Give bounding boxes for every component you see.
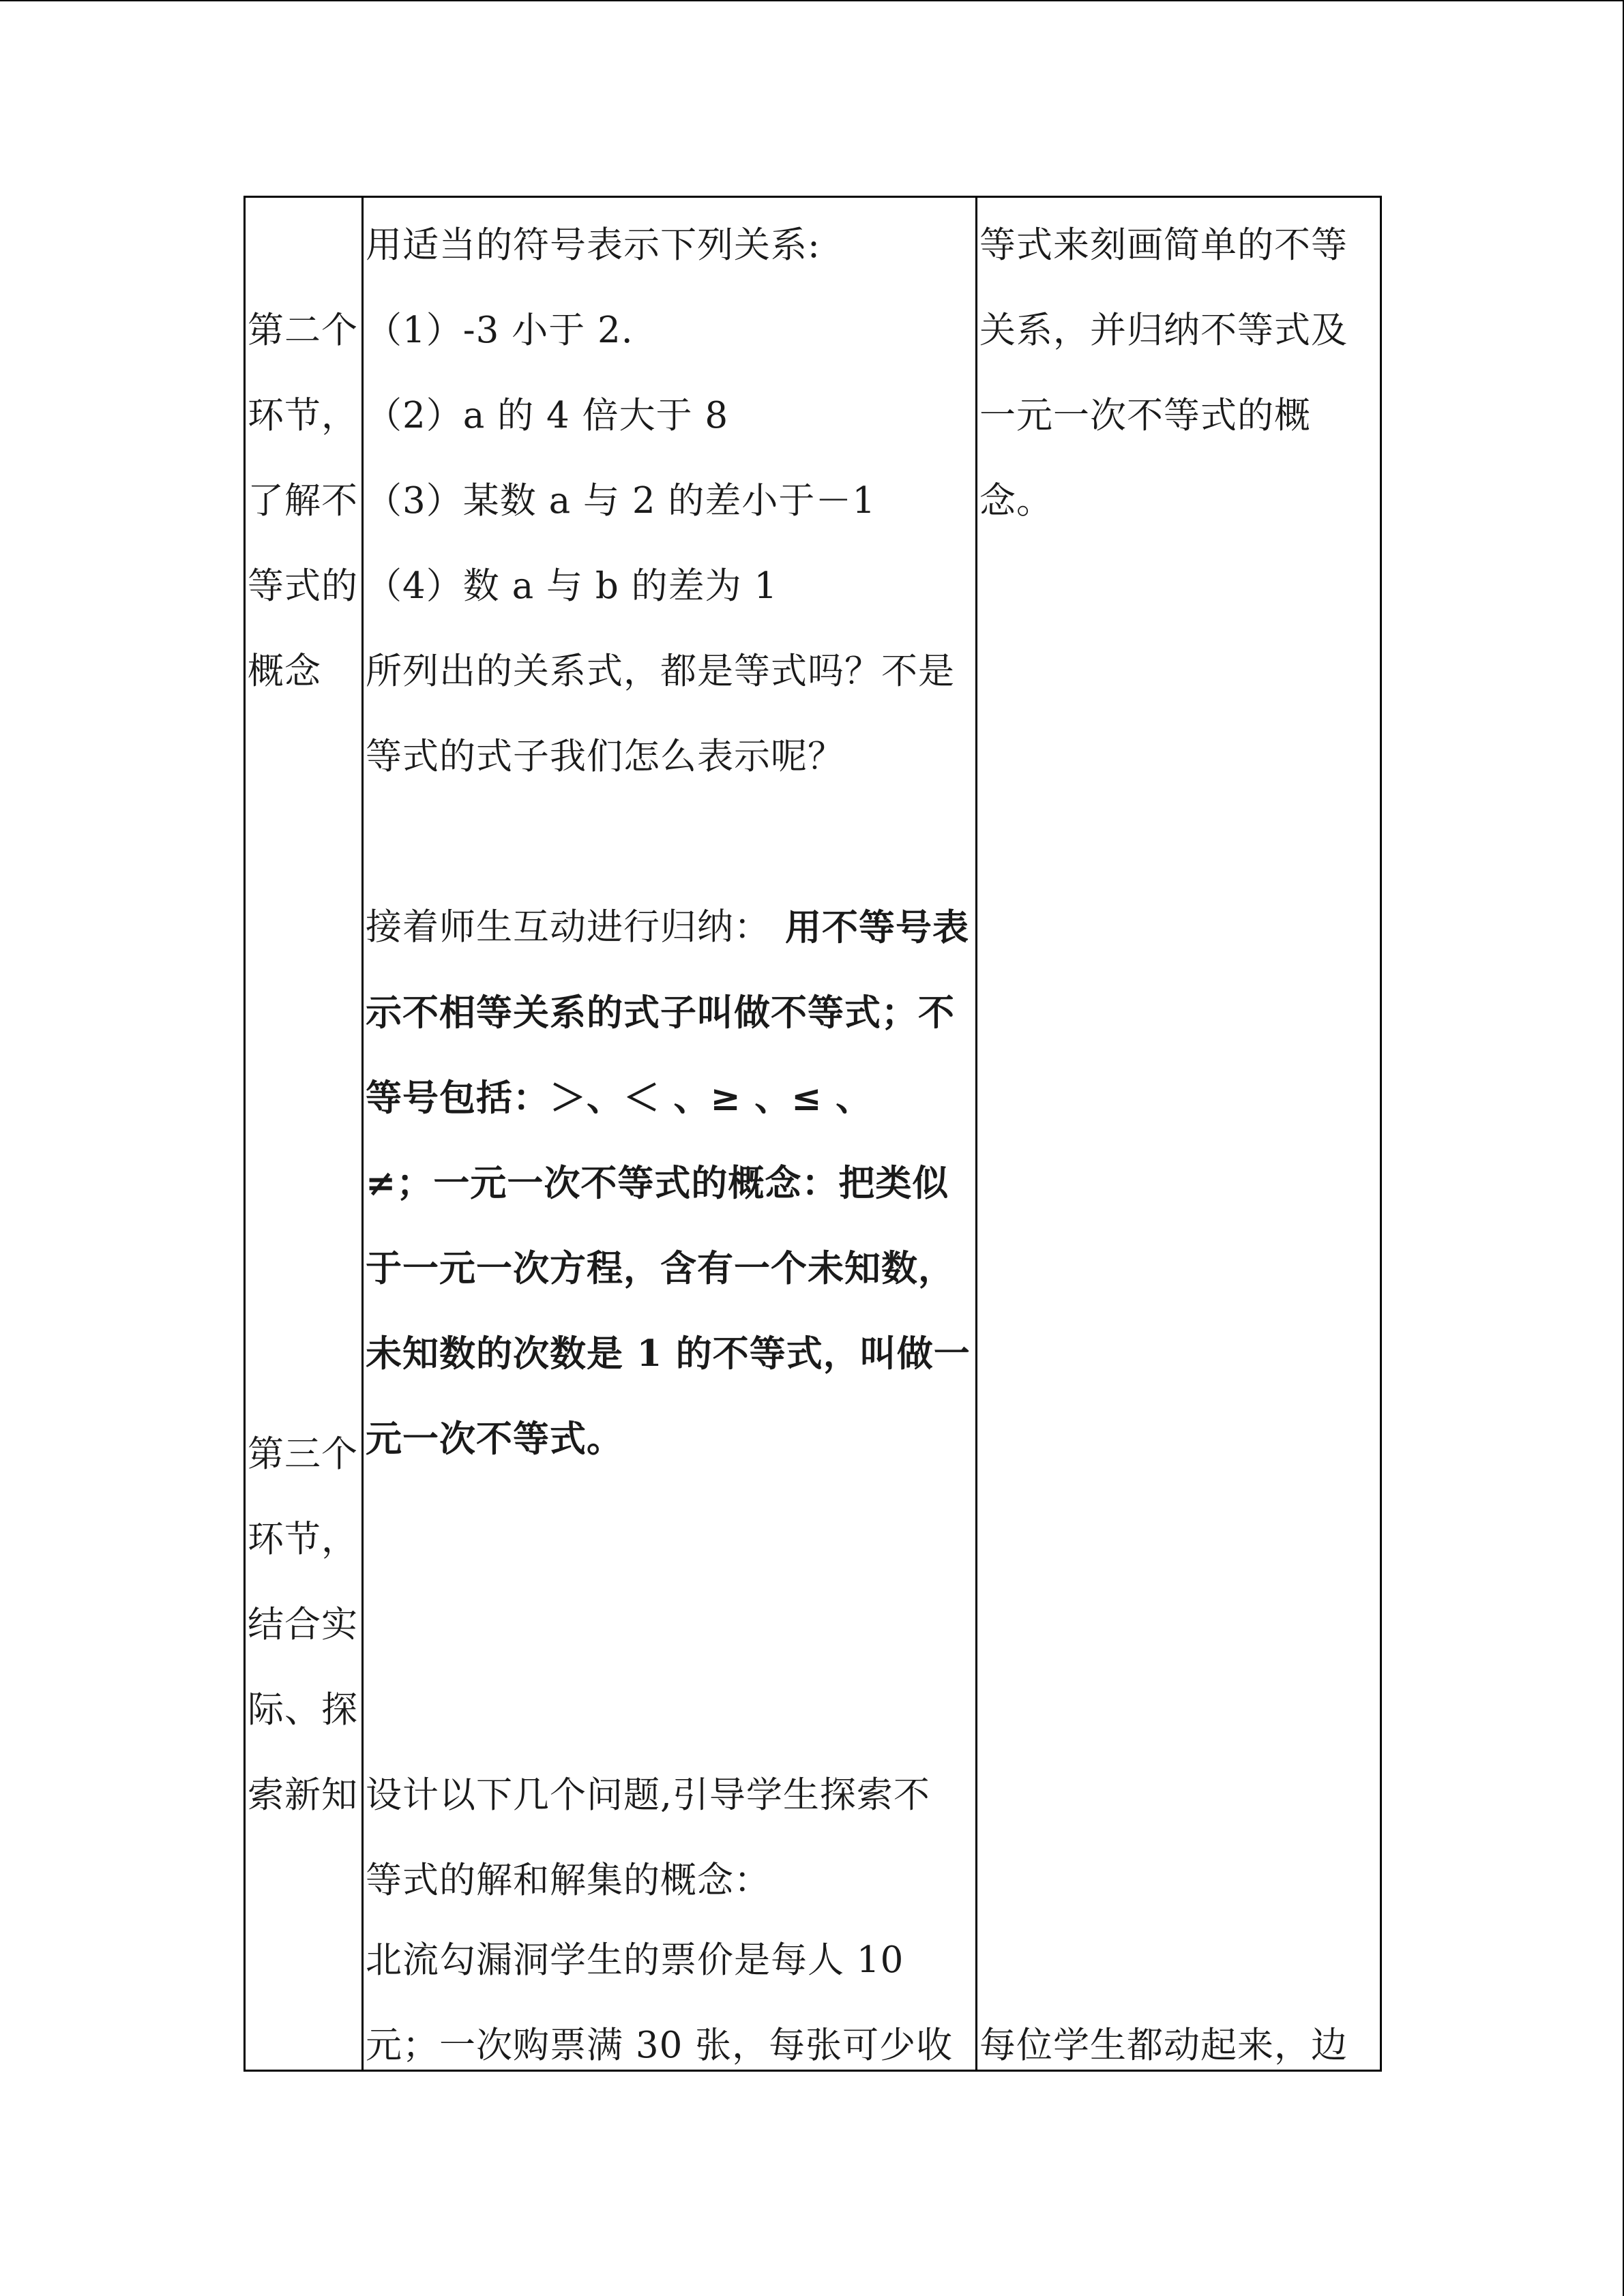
content-line: 等式的式子我们怎么表示呢？	[366, 736, 844, 777]
content-line: 用适当的符号表示下列关系:	[366, 224, 821, 266]
content-line: 于一元一次方程，含有一个未知数，	[366, 1247, 955, 1289]
intent-column	[979, 198, 1382, 2070]
section-label-line: 结合实	[248, 1604, 358, 1645]
lesson-plan-table	[243, 196, 1382, 2072]
content-line: 用不等号表	[785, 906, 969, 949]
section-label-line: 了解不	[248, 480, 358, 522]
content-line: 设计以下几个问题,引导学生探索不	[366, 1774, 930, 1816]
intent-line: 一元一次不等式的概	[979, 395, 1311, 436]
content-line: 接着师生互动进行归纳：	[366, 906, 771, 948]
section-label-line: 第二个	[248, 310, 358, 351]
content-line: 元；一次购票满 30 张，每张可少收	[366, 2025, 954, 2066]
column-divider-2	[975, 198, 977, 2070]
section-label-line: 环节，	[248, 1519, 358, 1560]
intent-line: 每位学生都动起来，边	[979, 2025, 1348, 2066]
content-line: （4）数 a 与 b 的差为 1	[366, 565, 778, 607]
content-column	[366, 198, 975, 2070]
section-label-line: 索新知	[248, 1774, 358, 1816]
content-line: （2）a 的 4 倍大于 8	[366, 395, 729, 436]
intent-line: 念。	[979, 480, 1053, 522]
content-line: （1）-3 小于 2.	[366, 310, 634, 351]
section-label-line: 等式的	[248, 565, 358, 607]
section-label-line: 概念	[248, 651, 321, 692]
content-line: 元一次不等式。	[366, 1418, 623, 1460]
page-edge-top	[0, 0, 1624, 1]
section-label-line: 第三个	[248, 1433, 358, 1475]
content-line: 等式的解和解集的概念：	[366, 1860, 771, 1901]
section-column	[248, 198, 361, 2070]
content-line: （3）某数 a 与 2 的差小于－1	[366, 480, 876, 522]
content-line: 未知数的次数是 1 的不等式，叫做一	[366, 1332, 971, 1375]
section-label-line: 环节，	[248, 395, 358, 436]
content-line: ≠；一元一次不等式的概念：把类似	[366, 1162, 949, 1204]
content-line: 所列出的关系式，都是等式吗？不是	[366, 651, 955, 692]
column-divider-1	[361, 198, 364, 2070]
intent-line: 等式来刻画简单的不等	[979, 224, 1348, 266]
content-line: 示不相等关系的式子叫做不等式；不	[366, 992, 955, 1034]
intent-line: 关系，并归纳不等式及	[979, 310, 1348, 351]
content-line: 等号包括：＞、＜ 、≥ 、≤ 、	[366, 1077, 873, 1119]
section-label-line: 际、探	[248, 1689, 358, 1731]
content-line: 北流勾漏洞学生的票价是每人 10	[366, 1939, 904, 1981]
